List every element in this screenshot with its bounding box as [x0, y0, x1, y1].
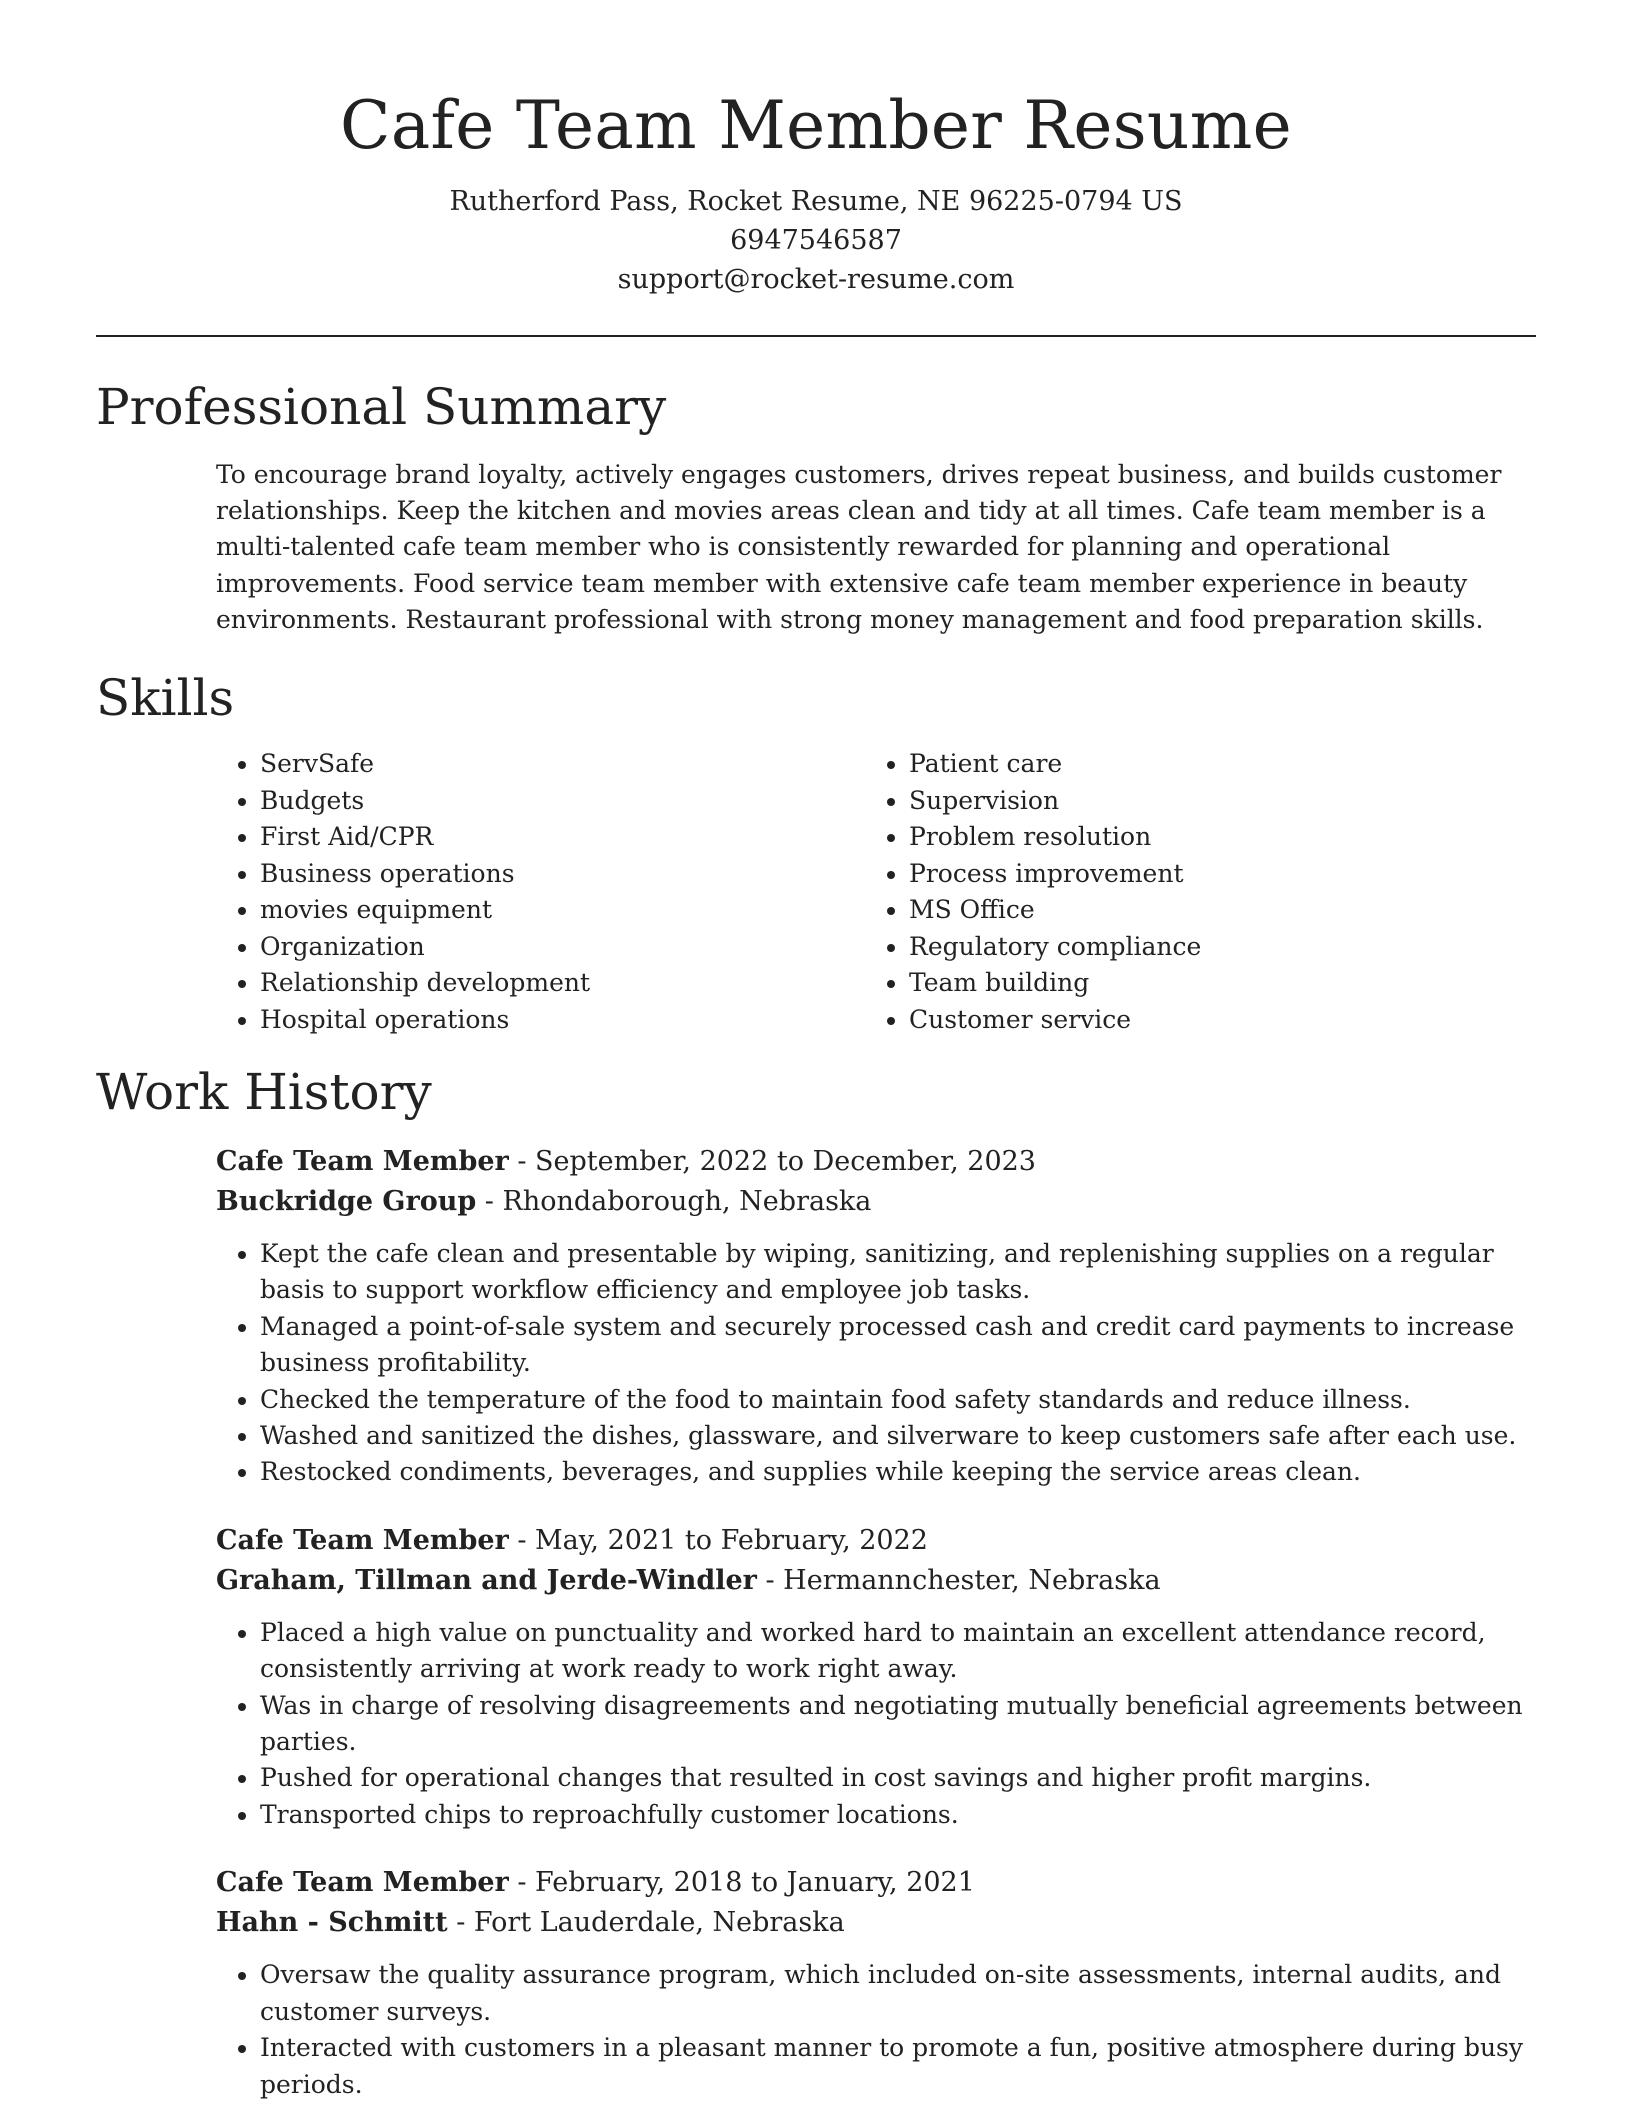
job-title: Cafe Team Member	[216, 1524, 509, 1556]
contact-address: Rutherford Pass, Rocket Resume, NE 96225-0794 US	[449, 186, 1183, 217]
resume-title: Cafe Team Member Resume	[340, 87, 1292, 164]
job-duty: • Placed a high value on punctuality and worked hard to maintain an excellent attendance record, consistently arriving at work ready to work right away.	[260, 1615, 1536, 1688]
job-location: - Rhondaborough, Nebraska	[476, 1186, 872, 1218]
skill-item: • Hospital operations	[260, 1002, 865, 1039]
job-duties	[216, 1236, 1536, 1491]
job-duties	[216, 1957, 1536, 2103]
skill-item: • Customer service	[909, 1002, 1514, 1039]
skill-item: • Relationship development	[260, 965, 865, 1002]
job-duty: • Interacted with customers in a pleasant manner to promote a fun, positive atmosphere during busy periods.	[260, 2030, 1536, 2103]
job-company: Buckridge Group	[216, 1186, 477, 1218]
skill-item: • Supervision	[909, 783, 1514, 820]
skill-item: • Business operations	[260, 856, 865, 893]
job-location: - Hermannchester, Nebraska	[756, 1564, 1161, 1596]
job-title: Cafe Team Member	[216, 1146, 509, 1178]
skills-list-left	[216, 746, 865, 1038]
job-title-line	[216, 1142, 1536, 1182]
skill-item: • Budgets	[260, 783, 865, 820]
job-title: Cafe Team Member	[216, 1867, 509, 1899]
summary-section	[96, 375, 1536, 638]
job-company: Graham, Tillman and Jerde-Windler	[216, 1564, 757, 1596]
skills-columns	[216, 746, 1536, 1038]
resume-header	[96, 0, 1536, 299]
job-duty: • Was in charge of resolving disagreements and negotiating mutually beneficial agreements between parties.	[260, 1688, 1536, 1761]
job-location: - Fort Lauderdale, Nebraska	[447, 1907, 845, 1939]
job-duty: • Oversaw the quality assurance program, which included on-site assessments, internal audits, and customer surveys.	[260, 1957, 1536, 2030]
job-title-line	[216, 1521, 1536, 1561]
skill-item: • movies equipment	[260, 892, 865, 929]
job-duty: • Restocked condiments, beverages, and supplies while keeping the service areas clean.	[260, 1454, 1536, 1490]
job-duty: • Pushed for operational changes that resulted in cost savings and higher profit margins.	[260, 1760, 1536, 1796]
skill-item: • Process improvement	[909, 856, 1514, 893]
skill-item: • MS Office	[909, 892, 1514, 929]
job-company-line	[216, 1561, 1536, 1601]
job-dates: - February, 2018 to January, 2021	[508, 1867, 975, 1899]
job-duty: • Transported chips to reproachfully customer locations.	[260, 1797, 1536, 1833]
contact-info	[96, 182, 1536, 299]
job-entry	[216, 1142, 1536, 1491]
skill-item: • Patient care	[909, 746, 1514, 783]
job-duties	[216, 1615, 1536, 1833]
job-company-line	[216, 1182, 1536, 1222]
skills-heading: Skills	[96, 669, 235, 728]
work-history-heading: Work History	[96, 1063, 432, 1122]
job-title-line	[216, 1863, 1536, 1903]
work-history-section	[96, 1060, 1536, 2103]
job-duty: • Washed and sanitized the dishes, glassware, and silverware to keep customers safe after each use.	[260, 1418, 1536, 1454]
job-company-line	[216, 1903, 1536, 1943]
skill-item: • Regulatory compliance	[909, 929, 1514, 966]
summary-heading: Professional Summary	[96, 378, 667, 436]
job-entry	[216, 1521, 1536, 1833]
skill-item: • ServSafe	[260, 746, 865, 783]
job-company: Hahn - Schmitt	[216, 1907, 448, 1939]
contact-email: support@rocket-resume.com	[617, 264, 1015, 295]
skills-section	[96, 666, 1536, 1038]
summary-text: To encourage brand loyalty, actively engages customers, drives repeat business, and builds customer relationships. Keep the kitchen and movies areas clean and tidy at all times. Cafe team member is a multi-talented cafe team member who is consistently rewarded for planning and operational improvements. Food service team member with extensive cafe team member experience in beauty environments. Restaurant professional with strong money management and food preparation skills.	[216, 460, 1502, 634]
skill-item: • Team building	[909, 965, 1514, 1002]
job-duty: • Managed a point-of-sale system and securely processed cash and credit card payments to increase business profitability.	[260, 1309, 1536, 1382]
job-entry	[216, 1863, 1536, 2103]
job-duty: • Kept the cafe clean and presentable by wiping, sanitizing, and replenishing supplies on a regular basis to support workflow efficiency and employee job tasks.	[260, 1236, 1536, 1309]
job-dates: - September, 2022 to December, 2023	[508, 1146, 1036, 1178]
skill-item: • First Aid/CPR	[260, 819, 865, 856]
job-duty: • Checked the temperature of the food to maintain food safety standards and reduce illness.	[260, 1382, 1536, 1418]
skill-item: • Organization	[260, 929, 865, 966]
skill-item: • Problem resolution	[909, 819, 1514, 856]
contact-phone: 6947546587	[730, 225, 902, 256]
job-dates: - May, 2021 to February, 2022	[508, 1524, 928, 1556]
header-divider	[96, 335, 1536, 337]
skills-list-right	[865, 746, 1514, 1038]
